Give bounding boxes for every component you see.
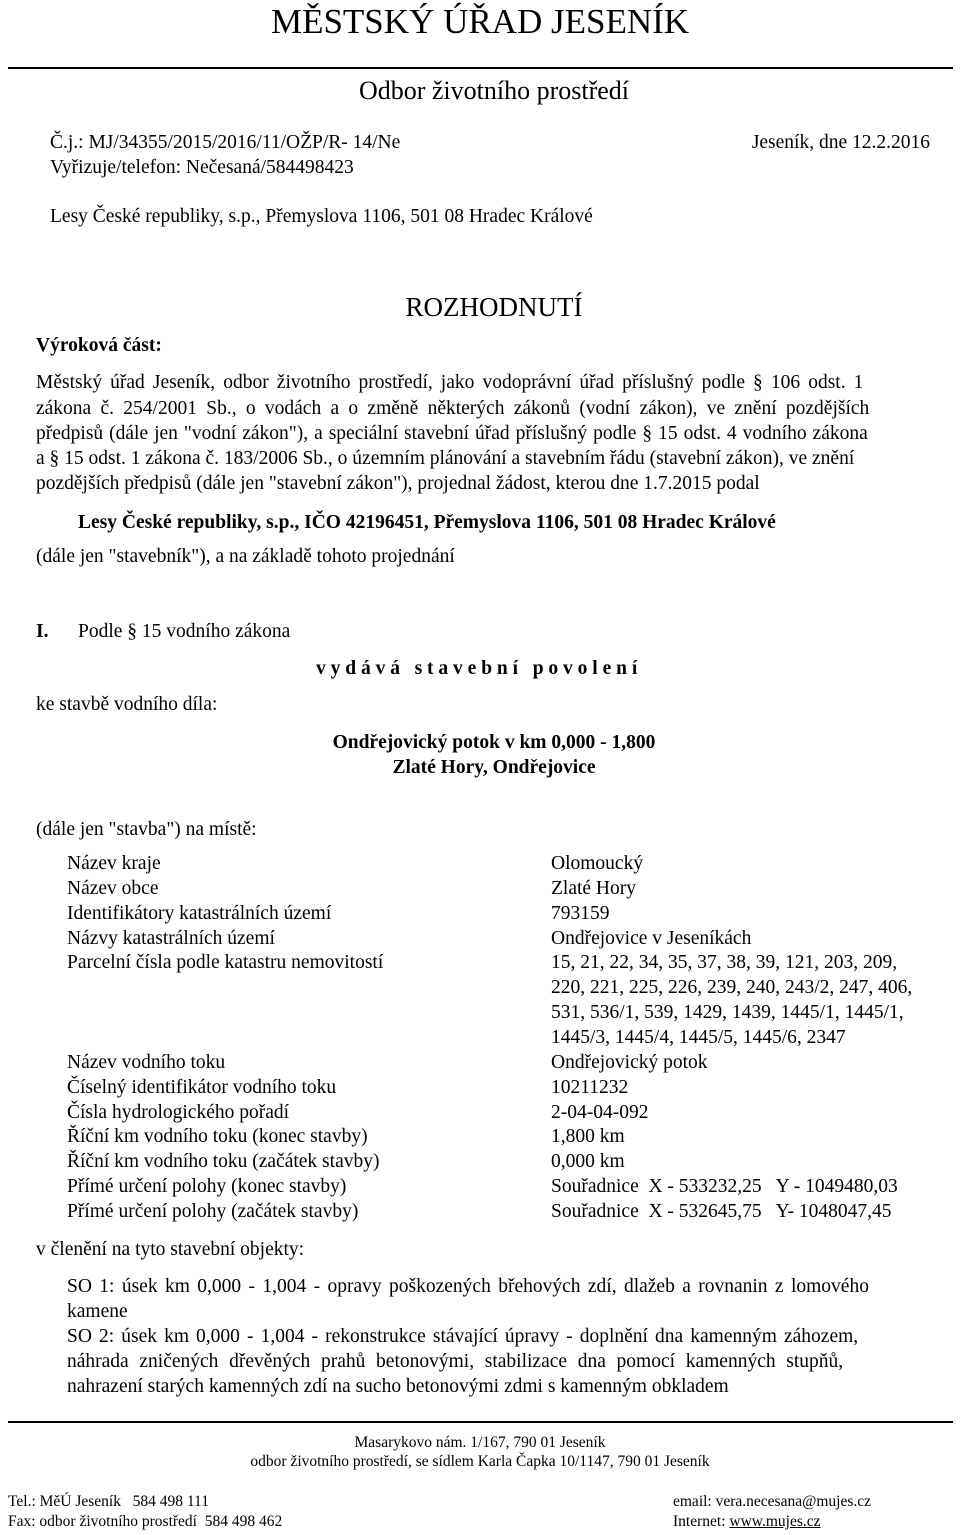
intro-line-1: Městský úřad Jeseník, odbor životního prostředí, jako vodoprávní úřad příslušný podle § 106 odst. 1 xyxy=(36,372,864,393)
site-detail-value: 10211232 xyxy=(551,1076,629,1098)
footer-fax: Fax: odbor životního prostředí 584 498 462 xyxy=(8,1513,283,1530)
decision-heading: ROZHODNUTÍ xyxy=(405,292,583,322)
section-label: Výroková část: xyxy=(36,335,162,356)
site-detail-label: Název obce xyxy=(67,877,159,899)
site-detail-value: 220, 221, 225, 226, 239, 240, 243/2, 247, 406, xyxy=(551,977,913,999)
site-detail-value: 0,000 km xyxy=(551,1151,625,1173)
point-number: I. xyxy=(36,621,49,642)
applicant: Lesy České republiky, s.p., IČO 42196451, Přemyslova 1106, 501 08 Hradec Králové xyxy=(78,512,776,533)
site-detail-label: Název vodního toku xyxy=(67,1051,226,1073)
object-line-3: SO 2: úsek km 0,000 - 1,004 - rekonstrukce stávající úpravy - doplnění dna kamenným záhozem, xyxy=(67,1326,859,1347)
handler-contact: Vyřizuje/telefon: Nečesaná/584498423 xyxy=(50,157,354,178)
point-basis: Podle § 15 vodního zákona xyxy=(78,621,291,642)
footer-address: Masarykovo nám. 1/167, 790 01 Jeseník xyxy=(354,1434,606,1451)
website-link[interactable]: www.mujes.cz xyxy=(729,1513,821,1530)
site-detail-label: Parcelní čísla podle katastru nemovitostí xyxy=(67,952,384,974)
issues-permit: v y d á v á s t a v e b n í p o v o l e n í xyxy=(316,658,638,679)
footer-tel: Tel.: MěÚ Jeseník 584 498 111 xyxy=(8,1493,209,1510)
site-detail-value: Souřadnice X - 532645,75 Y- 1048047,45 xyxy=(551,1200,892,1222)
object-line-5: nahrazení starých kamenných zdí na sucho betonovými zdmi s kamenným obkladem xyxy=(67,1376,729,1397)
site-detail-label: Říční km vodního toku (začátek stavby) xyxy=(67,1151,380,1173)
intro-line-4: a § 15 odst. 1 zákona č. 183/2006 Sb., o územním plánování a stavebním řádu (stavební zákon), ve znění xyxy=(36,448,855,469)
object-line-2: kamene xyxy=(67,1301,128,1322)
site-detail-value: 531, 536/1, 539, 1429, 1439, 1445/1, 1445/1, xyxy=(551,1002,904,1024)
site-detail-value: Olomoucký xyxy=(551,853,644,874)
object-line-4: náhrada zničených dřevěných prahů betonovými, stabilizace dna pomocí kamenných stupňů, xyxy=(67,1351,844,1372)
footer-email[interactable]: email: vera.necesana@mujes.cz xyxy=(673,1493,872,1510)
office-title: MĚSTSKÝ ÚŘAD JESENÍK xyxy=(270,2,690,41)
site-detail-label: Přímé určení polohy (začátek stavby) xyxy=(67,1200,359,1222)
intro-line-2: zákona č. 254/2001 Sb., o vodách a o změně některých zákonů (vodní zákon), ve znění pozdějších xyxy=(36,398,870,419)
footer-rule xyxy=(8,1421,953,1423)
site-detail-value: 793159 xyxy=(551,902,610,924)
intro-line-3: předpisů (dále jen "vodní zákon"), a speciální stavební úřad příslušný podle § 15 odst. 4 vodního zákona xyxy=(36,423,868,444)
building-name-1: Ondřejovický potok v km 0,000 - 1,800 xyxy=(332,732,656,753)
object-line-1: SO 1: úsek km 0,000 - 1,004 - opravy poškozených břehových zdí, dlažeb a rovnanin z lomového xyxy=(67,1276,869,1297)
site-detail-label: Číselný identifikátor vodního toku xyxy=(67,1076,337,1098)
site-detail-label: Názvy katastrálních území xyxy=(67,927,275,949)
site-detail-value: 1,800 km xyxy=(551,1126,625,1148)
objects-label: v členění na tyto stavební objekty: xyxy=(36,1239,305,1260)
site-detail-label: Čísla hydrologického pořadí xyxy=(67,1101,290,1123)
footer-dept-address: odbor životního prostředí, se sídlem Karla Čapka 10/1147, 790 01 Jeseník xyxy=(250,1453,710,1470)
site-detail-label: Název kraje xyxy=(67,853,161,874)
building-label: ke stavbě vodního díla: xyxy=(36,694,218,715)
site-detail-value: Ondřejovice v Jeseníkách xyxy=(551,927,752,949)
site-detail-value: 15, 21, 22, 34, 35, 37, 38, 39, 121, 203, 209, xyxy=(551,952,898,974)
site-detail-value: Zlaté Hory xyxy=(551,877,637,899)
footer-internet xyxy=(673,1513,821,1531)
addressee: Lesy České republiky, s.p., Přemyslova 1106, 501 08 Hradec Králové xyxy=(50,206,593,227)
intro-line-5: pozdějších předpisů (dále jen "stavební zákon"), projednal žádost, kterou dne 1.7.2015 podal xyxy=(36,473,760,494)
site-detail-label: Identifikátory katastrálních území xyxy=(67,902,332,924)
site-detail-label: Říční km vodního toku (konec stavby) xyxy=(67,1126,368,1148)
building-name-2: Zlaté Hory, Ondřejovice xyxy=(392,757,596,778)
site-detail-value: Souřadnice X - 533232,25 Y - 1049480,03 xyxy=(551,1176,898,1198)
department-title: Odbor životního prostředí xyxy=(358,76,630,105)
applicant-note: (dále jen "stavebník"), a na základě tohoto projednání xyxy=(36,546,455,567)
site-detail-value: 2-04-04-092 xyxy=(551,1101,649,1123)
site-detail-label: Přímé určení polohy (konec stavby) xyxy=(67,1176,347,1198)
place-and-date: Jeseník, dne 12.2.2016 xyxy=(751,132,930,153)
reference-number: Č.j.: MJ/34355/2015/2016/11/OŽP/R- 14/Ne xyxy=(50,132,401,153)
site-detail-value: 1445/3, 1445/4, 1445/5, 1445/6, 2347 xyxy=(551,1026,846,1048)
header-rule xyxy=(8,67,953,69)
place-label: (dále jen "stavba") na místě: xyxy=(36,819,257,840)
site-detail-value: Ondřejovický potok xyxy=(551,1051,708,1073)
internet-label: Internet: xyxy=(673,1513,730,1530)
